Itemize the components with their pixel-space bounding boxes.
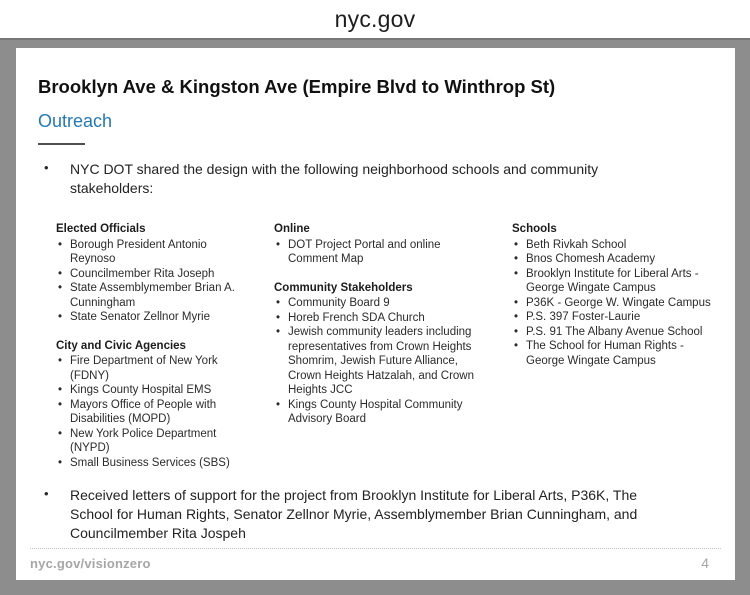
slide-title: Brooklyn Ave & Kingston Ave (Empire Blvd to Winthrop St) xyxy=(38,76,556,97)
list-item: • Brooklyn Institute for Liberal Arts - George Wingate Campus xyxy=(512,267,712,296)
list-item: • Bnos Chomesh Academy xyxy=(512,252,712,267)
list-item: • Kings County Hospital EMS xyxy=(56,383,250,398)
list-community-stakeholders xyxy=(274,296,486,427)
list-item: • Small Business Services (SBS) xyxy=(56,456,250,471)
list-item: • Kings County Hospital Community Advisory Board xyxy=(274,398,486,427)
list-schools xyxy=(512,238,712,369)
list-elected-officials xyxy=(56,238,250,325)
intro-bullet xyxy=(44,160,616,198)
list-heading-city-civic-agencies: City and Civic Agencies xyxy=(56,339,186,352)
list-heading-online: Online xyxy=(274,223,310,235)
bullet-marker: • xyxy=(44,486,49,501)
list-heading-community-stakeholders: Community Stakeholders xyxy=(274,281,413,294)
page-number: 4 xyxy=(701,555,709,571)
list-item: • P36K - George W. Wingate Campus xyxy=(512,296,712,311)
list-item: • Horeb French SDA Church xyxy=(274,311,486,326)
list-item: • P.S. 397 Foster-Laurie xyxy=(512,310,712,325)
list-item: • State Senator Zellnor Myrie xyxy=(56,310,250,325)
footer-divider xyxy=(30,548,721,549)
list-item: • Fire Department of New York (FDNY) xyxy=(56,354,250,383)
list-item: • DOT Project Portal and online Comment Map xyxy=(274,238,486,267)
section-heading-underline xyxy=(38,143,85,145)
footer-link: nyc.gov/visionzero xyxy=(30,556,151,571)
list-item: • Councilmember Rita Joseph xyxy=(56,267,250,282)
column-online-and-community xyxy=(274,222,486,441)
closing-bullet xyxy=(44,486,676,543)
column-schools xyxy=(512,222,712,382)
list-item: • Community Board 9 xyxy=(274,296,486,311)
list-item: • Jewish community leaders including representatives from Crown Heights Shomrim, Jewish Future Alliance, Crown Heights Hatzalah, and Crown Heights JCC xyxy=(274,325,486,398)
list-online xyxy=(274,238,486,267)
list-item: • P.S. 91 The Albany Avenue School xyxy=(512,325,712,340)
list-heading-elected-officials: Elected Officials xyxy=(56,223,146,235)
list-item: • State Assemblymember Brian A. Cunningham xyxy=(56,281,250,310)
closing-bullet-text: Received letters of support for the project from Brooklyn Institute for Liberal Arts, P36K, The School for Human Rights, Senator Zellnor Myrie, Assemblymember Brian Cunningham, and Councilmember Rita Jospeh xyxy=(70,487,638,541)
list-item: • New York Police Department (NYPD) xyxy=(56,427,250,456)
list-item: • Beth Rivkah School xyxy=(512,238,712,253)
bullet-marker: • xyxy=(44,160,49,175)
list-item: • Borough President Antonio Reynoso xyxy=(56,238,250,267)
list-heading-schools: Schools xyxy=(512,223,557,235)
section-heading-outreach: Outreach xyxy=(38,111,113,131)
slide xyxy=(16,48,735,580)
list-item: • Mayors Office of People with Disabilities (MOPD) xyxy=(56,398,250,427)
intro-bullet-text: NYC DOT shared the design with the following neighborhood schools and community stakeholders: xyxy=(70,161,599,196)
site-title: nyc.gov xyxy=(334,5,416,32)
list-city-civic-agencies xyxy=(56,354,250,470)
site-header xyxy=(0,0,750,38)
column-elected-and-agencies xyxy=(56,222,250,484)
list-item: • The School for Human Rights - George Wingate Campus xyxy=(512,339,712,368)
